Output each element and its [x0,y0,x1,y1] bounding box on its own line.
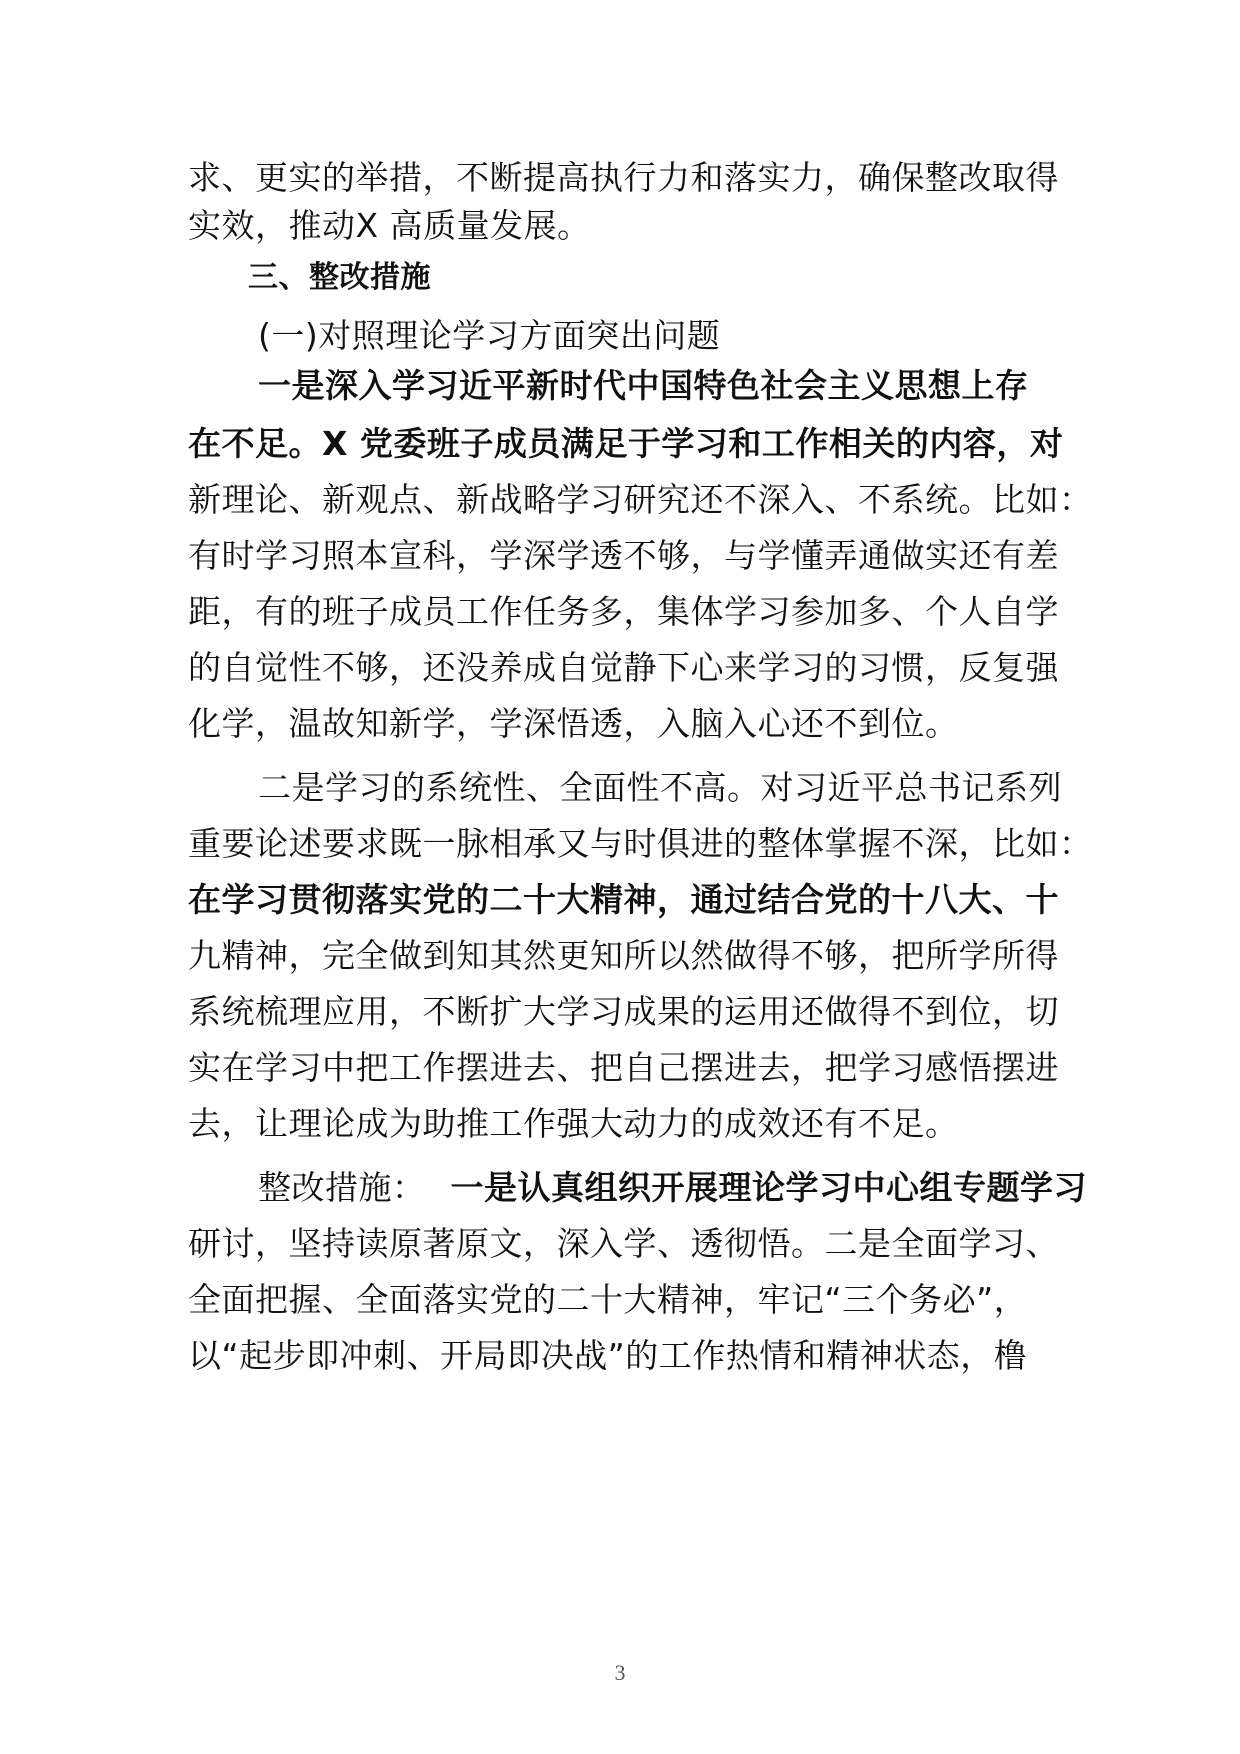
body-text-line: 全面把握、全面落实党的二十大精神，牢记“三个务必”， [188,1280,1028,1319]
body-text-line: 以“起步即冲刺、开局即决战”的工作热情和精神状态，橹 [188,1336,1028,1375]
measures-text: 一是认真组织开展理论学习中心组专题学习 [450,1168,1087,1207]
body-text-line: 在不足。X 党委班子成员满足于学习和工作相关的内容，对 [188,424,1064,463]
subsection-heading: (一)对照理论学习方面突出问题 [258,316,721,355]
body-text-line: 在学习贯彻落实党的二十大精神，通过结合党的十八大、十 [188,880,1059,919]
body-text-line: 化学，温故知新学，学深悟透，入脑入心还不到位。 [188,704,959,743]
body-text-line: 研讨，坚持读原著原文，深入学、透彻悟。二是全面学习、 [188,1224,1059,1263]
section-heading: 三、整改措施 [248,260,431,295]
body-text-line: 求、更实的举措，不断提高执行力和落实力，确保整改取得 [188,158,1059,197]
body-text-line: 九精神，完全做到知其然更知所以然做得不够，把所学所得 [188,936,1059,975]
body-text-line: 新理论、新观点、新战略学习研究还不深入、不系统。比如： [188,480,1093,519]
body-text-line: 实效，推动X 高质量发展。 [188,206,591,245]
body-text-line [258,1168,1087,1208]
body-text-line: 去，让理论成为助推工作强大动力的成效还有不足。 [188,1104,959,1143]
body-text-line: 一是深入学习近平新时代中国特色社会主义思想上存 [258,366,1029,405]
body-text-line: 系统梳理应用，不断扩大学习成果的运用还做得不到位，切 [188,992,1059,1031]
body-text-line: 距，有的班子成员工作任务多，集体学习参加多、个人自学 [188,592,1059,631]
body-text-line: 的自觉性不够，还没养成自觉静下心来学习的习惯，反复强 [188,648,1059,687]
page-number: 3 [614,1660,626,1685]
body-text-line: 二是学习的系统性、全面性不高。对习近平总书记系列 [258,768,1062,807]
measures-label: 整改措施： [258,1168,426,1207]
body-text-line: 有时学习照本宣科，学深学透不够，与学懂弄通做实还有差 [188,536,1059,575]
body-text-line: 实在学习中把工作摆进去、把自己摆进去，把学习感悟摆进 [188,1048,1059,1087]
body-text-line: 重要论述要求既一脉相承又与时俱进的整体掌握不深，比如： [188,824,1093,863]
